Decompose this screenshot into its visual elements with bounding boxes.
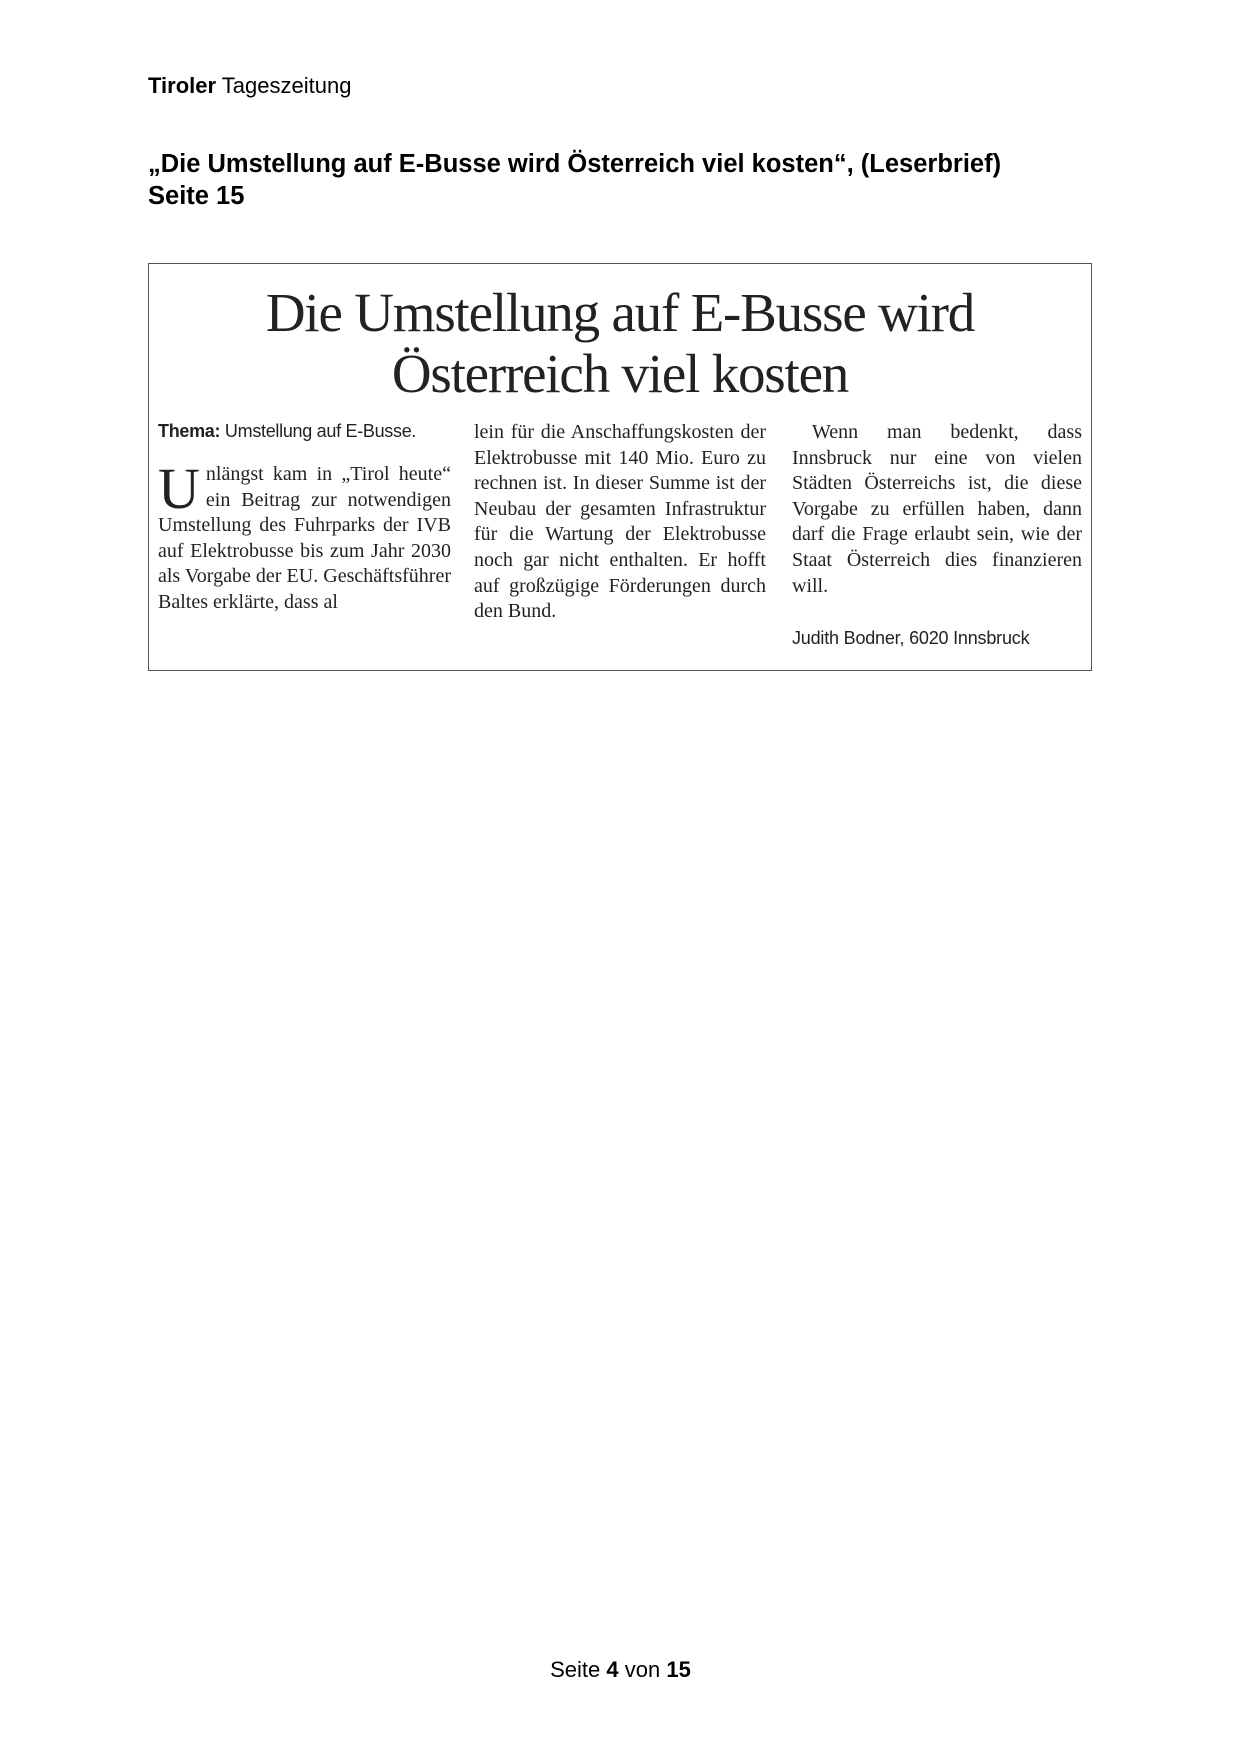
footer-page-number: 4 (606, 1657, 619, 1682)
publication-name-rest: Tageszeitung (221, 73, 352, 98)
page-footer (0, 1656, 1241, 1684)
topic-label: Thema: (158, 421, 221, 441)
footer-page-total: 15 (666, 1657, 691, 1682)
document-page-reference: Seite 15 (148, 182, 245, 210)
column-1-text: nlängst kam in „Tirol heute“ ein Beitrag zur notwendigen Umstellung des Fuhrparks der IVB auf Elektrobusse bis zum Jahr 2030 als Vorgabe der EU. Geschäftsführer Baltes erklärte, dass al (158, 463, 451, 613)
document-title-line: „Die Umstellung auf E-Busse wird Österreich viel kosten“, (Leserbrief) (148, 150, 1002, 178)
article-headline (149, 282, 1091, 404)
document-title (148, 148, 1108, 212)
headline-line-1: Die Umstellung auf E-Busse wird (265, 282, 975, 343)
publication-name-bold: Tiroler (148, 73, 217, 98)
article-topic (158, 420, 451, 442)
article-column-1 (158, 420, 451, 616)
footer-prefix: Seite (550, 1657, 601, 1682)
drop-cap: U (158, 456, 200, 521)
headline-line-2: Österreich viel kosten (391, 343, 849, 404)
topic-text: Umstellung auf E-Busse. (224, 421, 417, 441)
newspaper-clipping (148, 263, 1092, 671)
article-column-3 (792, 420, 1082, 649)
article-author: Judith Bodner, 6020 Innsbruck (792, 628, 1030, 649)
footer-middle: von (624, 1657, 661, 1682)
column-2-text: lein für die Anschaffungskosten der Elektrobusse mit 140 Mio. Euro zu rechnen ist. In dieser Summe ist der Neubau der gesamten Infrastruktur für die Wartung der Elektrobusse noch gar nicht enthalten. Er hofft auf großzügige Förderungen durch den Bund. (474, 421, 766, 623)
publication-name (148, 72, 351, 100)
article-column-2 (474, 420, 766, 625)
column-3-text: Wenn man bedenkt, dass Innsbruck nur eine von vielen Städten Österreichs ist, die diese Vorgabe zu erfüllen haben, dann darf die Frage erlaubt sein, wie der Staat Österreich dies finanzieren will. (792, 421, 1082, 597)
